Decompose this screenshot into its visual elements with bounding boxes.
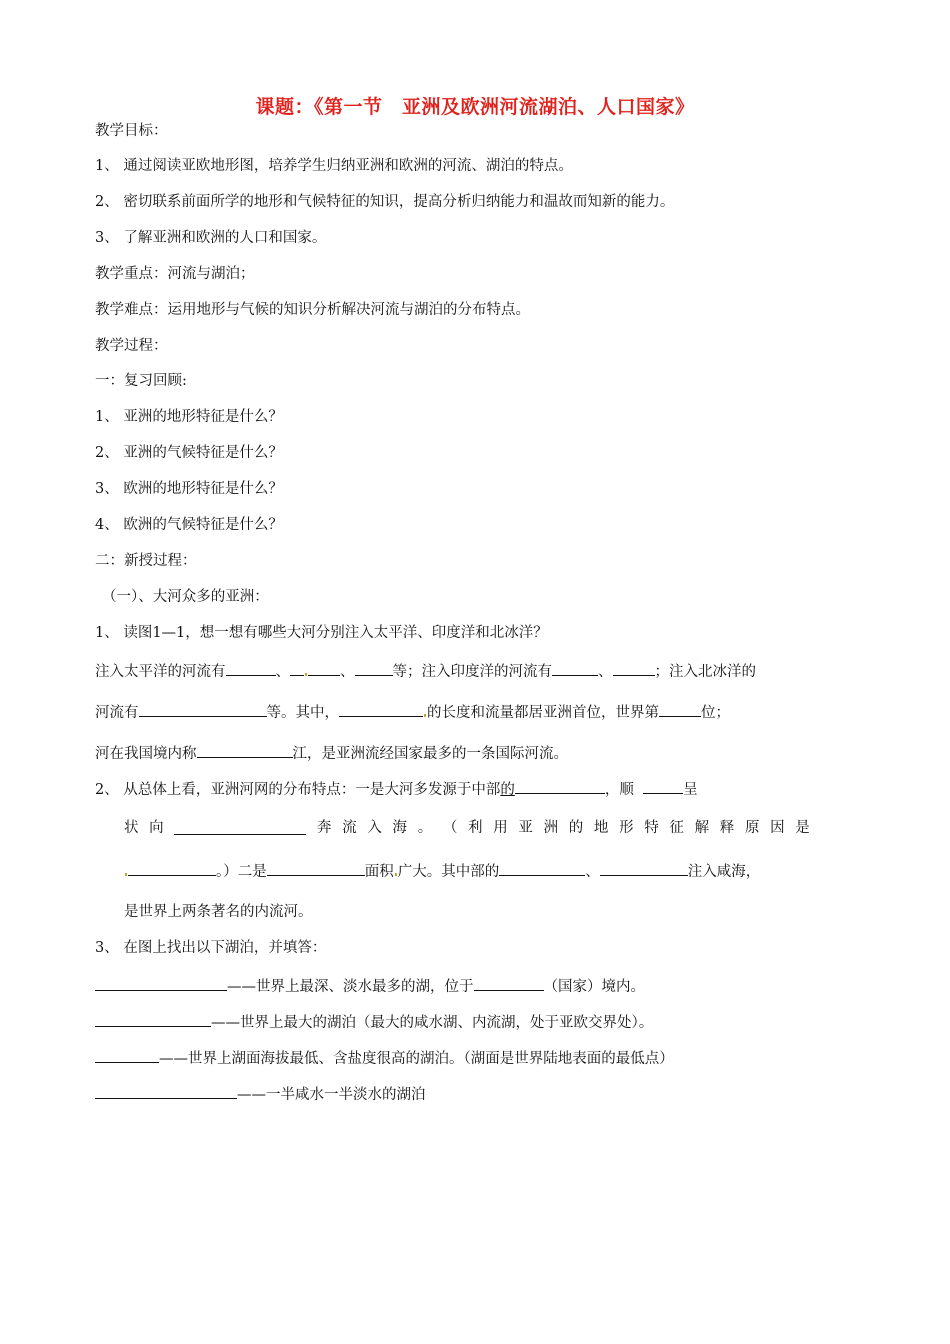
subsection-label: （一）、大河众多的亚洲： bbox=[102, 589, 269, 605]
lake-text: ——世界上湖面海拔最低、含盐度很高的湖泊。（湖面是世界陆地表面的最低点） bbox=[159, 1051, 674, 1067]
q2-text: 海 bbox=[392, 820, 408, 836]
fill-blank[interactable] bbox=[613, 659, 655, 676]
fill-blank[interactable] bbox=[515, 777, 605, 794]
q2-text: 释 bbox=[719, 820, 735, 836]
fill-blank[interactable] bbox=[552, 659, 598, 676]
question-2-line-1 bbox=[95, 777, 698, 800]
q1-text: 河在我国境内称 bbox=[95, 746, 197, 762]
q2-text: 用 bbox=[493, 820, 508, 836]
q2-text: 亚 bbox=[518, 820, 533, 836]
question-1-line-1 bbox=[95, 659, 756, 682]
q1-text: 、 bbox=[598, 664, 613, 680]
fill-blank[interactable] bbox=[197, 741, 293, 758]
q1-text: 、 bbox=[340, 664, 355, 680]
q2-text: 解 bbox=[694, 820, 710, 836]
q1-text: 河流有 bbox=[95, 705, 139, 721]
lake-row-2 bbox=[95, 1010, 653, 1033]
speck-mark bbox=[395, 873, 397, 876]
fill-blank[interactable] bbox=[226, 659, 276, 676]
q2-text: 。）二是 bbox=[216, 864, 267, 880]
fill-blank[interactable] bbox=[95, 974, 227, 991]
fill-blank[interactable] bbox=[600, 859, 688, 876]
q2-text: 的 bbox=[500, 782, 515, 798]
fill-blank[interactable] bbox=[499, 859, 585, 876]
fill-blank[interactable] bbox=[290, 659, 304, 676]
q2-text: 向 bbox=[149, 820, 164, 836]
q1-text: 、 bbox=[275, 664, 290, 680]
fill-blank[interactable] bbox=[355, 659, 393, 676]
speck-mark bbox=[424, 714, 426, 717]
fill-blank[interactable] bbox=[659, 700, 701, 717]
q2-text: 。 bbox=[417, 820, 433, 836]
fill-blank[interactable] bbox=[95, 1010, 211, 1027]
q2-text: 面积 bbox=[364, 864, 394, 880]
lake-text: ——世界上最深、淡水最多的湖，位于 bbox=[227, 979, 474, 995]
fill-blank[interactable] bbox=[174, 818, 306, 835]
q2-text: 2、 从总体上看，亚洲河网的分布特点：一是大河多发源于中部 bbox=[95, 782, 501, 798]
difficulty: 教学难点：运用地形与气候的知识分析解决河流与湖泊的分布特点。 bbox=[95, 302, 530, 318]
q1-text: 注入太平洋的河流有 bbox=[95, 664, 226, 680]
lake-row-3 bbox=[95, 1046, 674, 1069]
q2-text: （ bbox=[442, 820, 458, 836]
fill-blank[interactable] bbox=[95, 1082, 237, 1099]
key-point: 教学重点：河流与湖泊； bbox=[95, 266, 255, 282]
question-1-line-3 bbox=[95, 741, 568, 764]
lesson-title: 课题：《第一节 亚洲及欧洲河流湖泊、人口国家》 bbox=[255, 96, 695, 118]
process-label: 教学过程： bbox=[95, 338, 168, 354]
q2-text: 注入咸海， bbox=[687, 864, 761, 880]
lake-text: ——世界上最大的湖泊（最大的咸水湖、内流湖，处于亚欧交界处）。 bbox=[211, 1015, 654, 1031]
lake-text: ——一半咸水一半淡水的湖泊 bbox=[237, 1087, 426, 1103]
q2-text: 广大。其中部的 bbox=[397, 864, 500, 880]
q2-text: 洲 bbox=[543, 820, 559, 836]
q2-text: 奔 bbox=[317, 820, 332, 836]
fill-blank[interactable] bbox=[339, 700, 423, 717]
q2-text: 是 bbox=[795, 820, 810, 836]
fill-blank[interactable] bbox=[95, 1046, 159, 1063]
q1-text: ；注入北冰洋的 bbox=[654, 664, 756, 680]
q2-text: 因 bbox=[770, 820, 785, 836]
review-question: 4、 欧洲的气候特征是什么？ bbox=[95, 517, 283, 533]
q1-text: 位； bbox=[701, 705, 730, 721]
q2-text: 利 bbox=[468, 820, 483, 836]
fill-blank[interactable] bbox=[267, 859, 365, 876]
fill-blank[interactable] bbox=[474, 974, 544, 991]
q2-text: 特 bbox=[644, 820, 659, 836]
q2-text: 流 bbox=[342, 820, 357, 836]
review-question: 3、 欧洲的地形特征是什么？ bbox=[95, 481, 283, 497]
speck-mark bbox=[125, 873, 127, 876]
fill-blank[interactable] bbox=[139, 700, 267, 717]
fill-blank[interactable] bbox=[643, 777, 683, 794]
question-2-line-3 bbox=[124, 859, 760, 882]
q1-text: 的长度和流量都居亚洲首位，世界第 bbox=[427, 705, 659, 721]
speck-mark bbox=[305, 673, 307, 676]
q2-text: ，顺 bbox=[604, 782, 634, 798]
fill-blank[interactable] bbox=[128, 859, 216, 876]
question-3-prompt: 3、 在图上找出以下湖泊，并填答： bbox=[95, 940, 327, 956]
lake-row-4 bbox=[95, 1082, 426, 1105]
question-1-line-2 bbox=[95, 700, 730, 723]
q1-text: 等；注入印度洋的河流有 bbox=[392, 664, 552, 680]
q2-text: 原 bbox=[744, 820, 760, 836]
q2-text: 形 bbox=[619, 820, 634, 836]
review-question: 2、 亚洲的气候特征是什么？ bbox=[95, 445, 283, 461]
objective-item: 3、 了解亚洲和欧洲的人口和国家。 bbox=[95, 230, 327, 246]
objective-item: 2、 密切联系前面所学的地形和气候特征的知识，提高分析归纳能力和温故而知新的能力。 bbox=[95, 194, 675, 210]
q1-text: 江，是亚洲流经国家最多的一条国际河流。 bbox=[292, 746, 568, 762]
review-label: 一：复习回顾: bbox=[95, 373, 187, 389]
question-2-line-2 bbox=[124, 818, 810, 838]
q2-text: 、 bbox=[585, 864, 600, 880]
objective-item: 1、 通过阅读亚欧地形图，培养学生归纳亚洲和欧洲的河流、湖泊的特点。 bbox=[95, 158, 573, 174]
q2-text: 征 bbox=[669, 820, 684, 836]
q2-text: 状 bbox=[124, 820, 139, 836]
objectives-label: 教学目标： bbox=[95, 123, 168, 139]
fill-blank[interactable] bbox=[308, 659, 340, 676]
question-2-line-4: 是世界上两条著名的内流河。 bbox=[124, 904, 313, 920]
review-question: 1、 亚洲的地形特征是什么？ bbox=[95, 409, 283, 425]
q2-text: 呈 bbox=[683, 782, 698, 798]
q2-text: 入 bbox=[367, 820, 382, 836]
lake-text: （国家）境内。 bbox=[543, 979, 645, 995]
question-1-prompt: 1、 读图1—1，想一想有哪些大河分别注入太平洋、印度洋和北冰洋？ bbox=[95, 625, 548, 641]
q2-text: 地 bbox=[593, 820, 609, 836]
new-section-label: 二：新授过程： bbox=[95, 553, 197, 569]
q1-text: 等。其中， bbox=[266, 705, 339, 721]
q2-text: 的 bbox=[568, 820, 584, 836]
lake-row-1 bbox=[95, 974, 645, 997]
